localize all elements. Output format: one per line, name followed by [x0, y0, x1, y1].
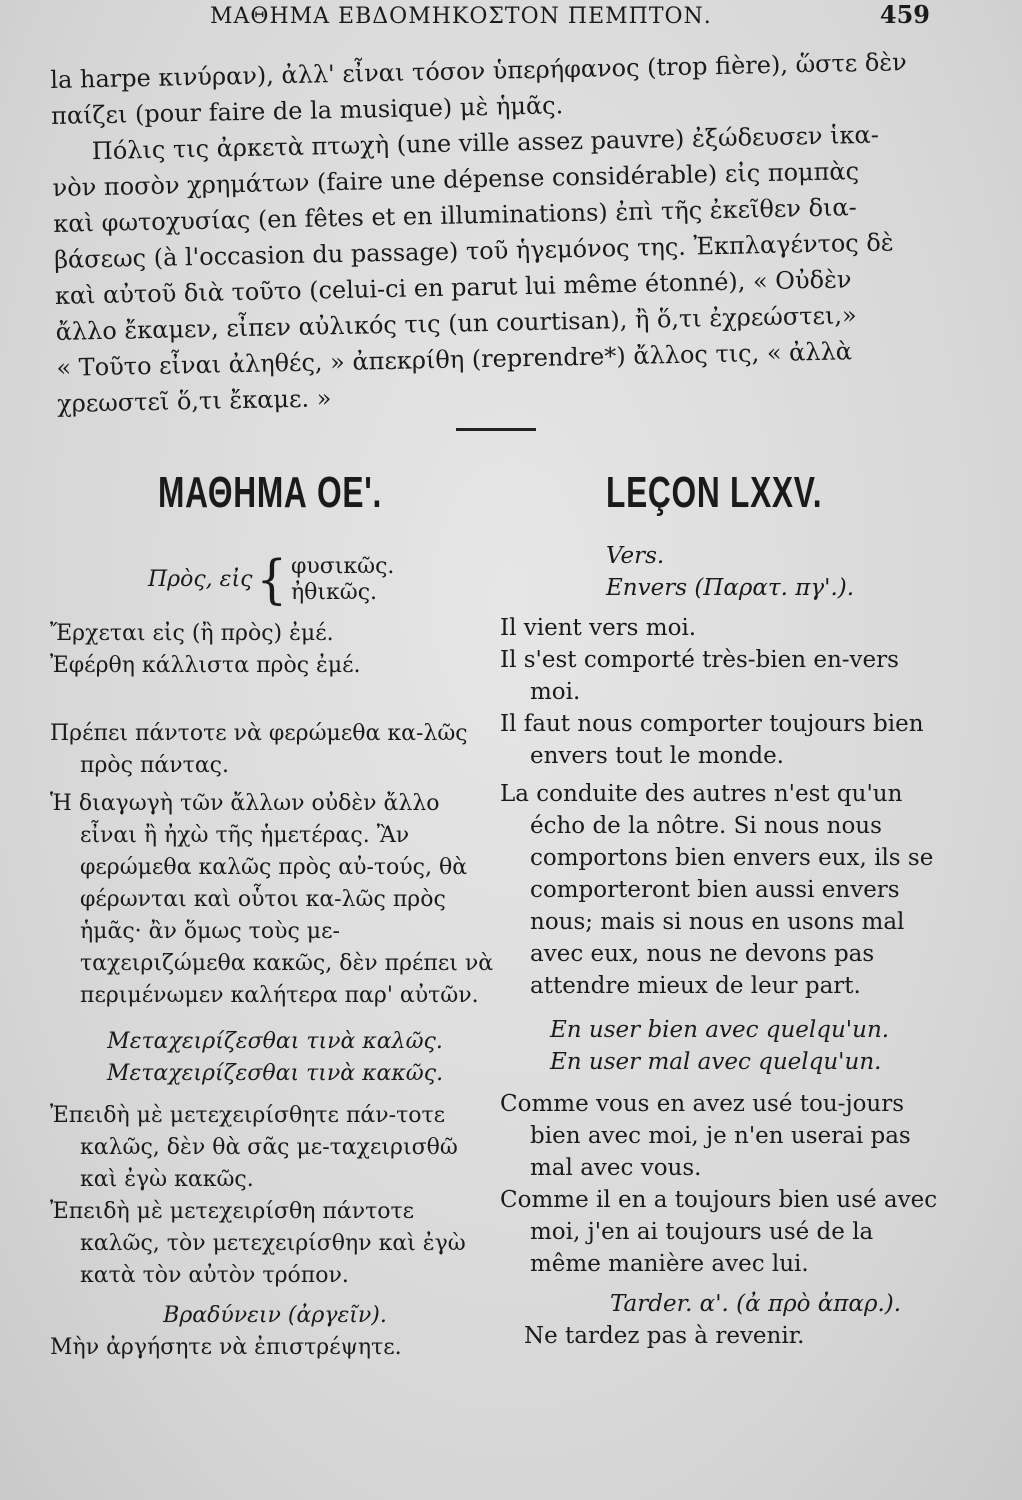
preposition-options — [291, 554, 394, 606]
preposition-option: ἠθικῶς. — [290, 580, 378, 605]
greek-example: Ἐπειδὴ μὲ μετεχειρίσθητε πάν-τοτε καλῶς, δὲν θὰ σᾶς με-ταχειρισθῶ καὶ ἐγὼ κακῶς. — [50, 1103, 458, 1192]
section-divider — [456, 428, 536, 431]
intro-line: la harpe κινύραν), ἀλλ' εἶναι τόσον ὑπερήφανος (trop fière), ὥστε δὲν — [50, 48, 908, 94]
preposition-option: φυσικῶς. — [290, 554, 395, 579]
french-example: Comme vous en avez usé tou-jours bien avec moi, je n'en userai pas mal avec vous. — [500, 1091, 911, 1181]
greek-example: Ἡ διαγωγὴ τῶν ἄλλων οὐδὲν ἄλλο εἶναι ἢ ἠχὼ τῆς ἡμετέρας. Ἂν φερώμεθα καλῶς πρὸς αὐ-τούς, θὰ φέρωνται καὶ οὗτοι κα-λῶς πρὸς ἡμᾶς· ἂν ὅμως τοὺς με-ταχειριζώμεθα κακῶς, δὲν πρέπει νὰ περιμένωμεν καλήτερα παρ' αὐτῶν. — [50, 791, 494, 1008]
intro-line: βάσεως (à l'occasion du passage) τοῦ ἡγεμόνος της. Ἐκπλαγέντος δὲ — [53, 228, 894, 274]
intro-line: παίζει (pour faire de la musique) μὲ ἡμᾶς. — [50, 91, 564, 130]
greek-example: Μὴν ἀργήσητε νὰ ἐπιστρέψητε. — [50, 1335, 402, 1360]
greek-column — [50, 540, 500, 1364]
greek-phrase: Μεταχειρίζεσθαι τινὰ καλῶς. — [107, 1029, 443, 1054]
french-column — [500, 540, 940, 1352]
greek-example: Πρέπει πάντοτε νὰ φερώμεθα κα-λῶς πρὸς πάντας. — [50, 721, 468, 778]
french-preposition: Envers (Παρατ. πγ'.). — [606, 575, 855, 601]
page-number: 459 — [879, 0, 930, 29]
greek-example: Ἔρχεται εἰς (ἢ πρὸς) ἐμέ. — [50, 621, 334, 646]
french-example: Il s'est comporté très-bien en-vers moi. — [500, 647, 899, 705]
running-title: ΜΑΘΗΜΑ ΕΒΔΟΜΗΚΟΣΤΟΝ ΠΕΜΠΤΟΝ. — [210, 4, 712, 29]
french-phrase: En user mal avec quelqu'un. — [550, 1049, 882, 1075]
greek-example: Ἐπειδὴ μὲ μετεχειρίσθη πάντοτε καλῶς, τὸν μετεχειρίσθην καὶ ἐγὼ κατὰ τὸν αὐτὸν τρόπον. — [50, 1199, 466, 1288]
french-preposition: Vers. — [606, 543, 665, 569]
intro-line: καὶ αὐτοῦ διὰ τοῦτο (celui-ci en parut lui même étonné), « Οὐδὲν — [54, 265, 852, 310]
brace-symbol: { — [256, 549, 287, 611]
french-example: Ne tardez pas à revenir. — [524, 1323, 805, 1349]
preposition-heading-french — [606, 540, 940, 604]
preposition-heading — [148, 549, 500, 611]
lesson-title-french: LEÇON LXXV. — [606, 468, 823, 517]
intro-line: ἄλλο ἔκαμεν, εἶπεν αὐλικός τις (un courtisan), ἢ ὅ,τι ἐχρεώστει,» — [55, 301, 857, 346]
greek-example: Ἐφέρθη κάλλιστα πρὸς ἐμέ. — [50, 653, 361, 678]
preposition-label: Πρὸς, εἰς — [148, 567, 253, 592]
intro-line: « Τοῦτο εἶναι ἀληθές, » ἀπεκρίθη (reprendre*) ἄλλος τις, « ἀλλὰ — [56, 337, 853, 382]
greek-verb: Βραδύνειν (ἀργεῖν). — [163, 1303, 387, 1328]
intro-line: Πόλις τις ἀρκετὰ πτωχὴ (une ville assez pauvre) ἐξώδευσεν ἱκα- — [91, 120, 880, 166]
french-phrase: En user bien avec quelqu'un. — [550, 1017, 890, 1043]
french-example: Comme il en a toujours bien usé avec moi, j'en ai toujours usé de la même manière avec lui. — [500, 1187, 938, 1277]
intro-line: χρεωστεῖ ὅ,τι ἔκαμε. » — [56, 384, 332, 418]
french-example: Il vient vers moi. — [500, 615, 697, 641]
french-example: Il faut nous comporter toujours bien envers tout le monde. — [500, 711, 924, 769]
french-example: La conduite des autres n'est qu'un écho de la nôtre. Si nous nous comportons bien envers eux, ils se comporteront bien aussi envers nous; mais si nous en usons mal avec eux, nous ne devons pas attendre mieux de leur part. — [500, 781, 934, 999]
french-verb: Tarder. α'. (ἀ πρὸ ἀπαρ.). — [610, 1291, 902, 1317]
greek-phrase: Μεταχειρίζεσθαι τινὰ κακῶς. — [106, 1061, 444, 1086]
intro-paragraph — [50, 44, 927, 422]
lesson-title-greek: ΜΑΘΗΜΑ ΟΕ'. — [158, 468, 383, 517]
intro-line: νὸν ποσὸν χρημάτων (faire une dépense considérable) εἰς πομπὰς — [52, 157, 860, 202]
intro-line: καὶ φωτοχυσίας (en fêtes et en illuminations) ἐπὶ τῆς ἐκεῖθεν δια- — [53, 193, 857, 238]
